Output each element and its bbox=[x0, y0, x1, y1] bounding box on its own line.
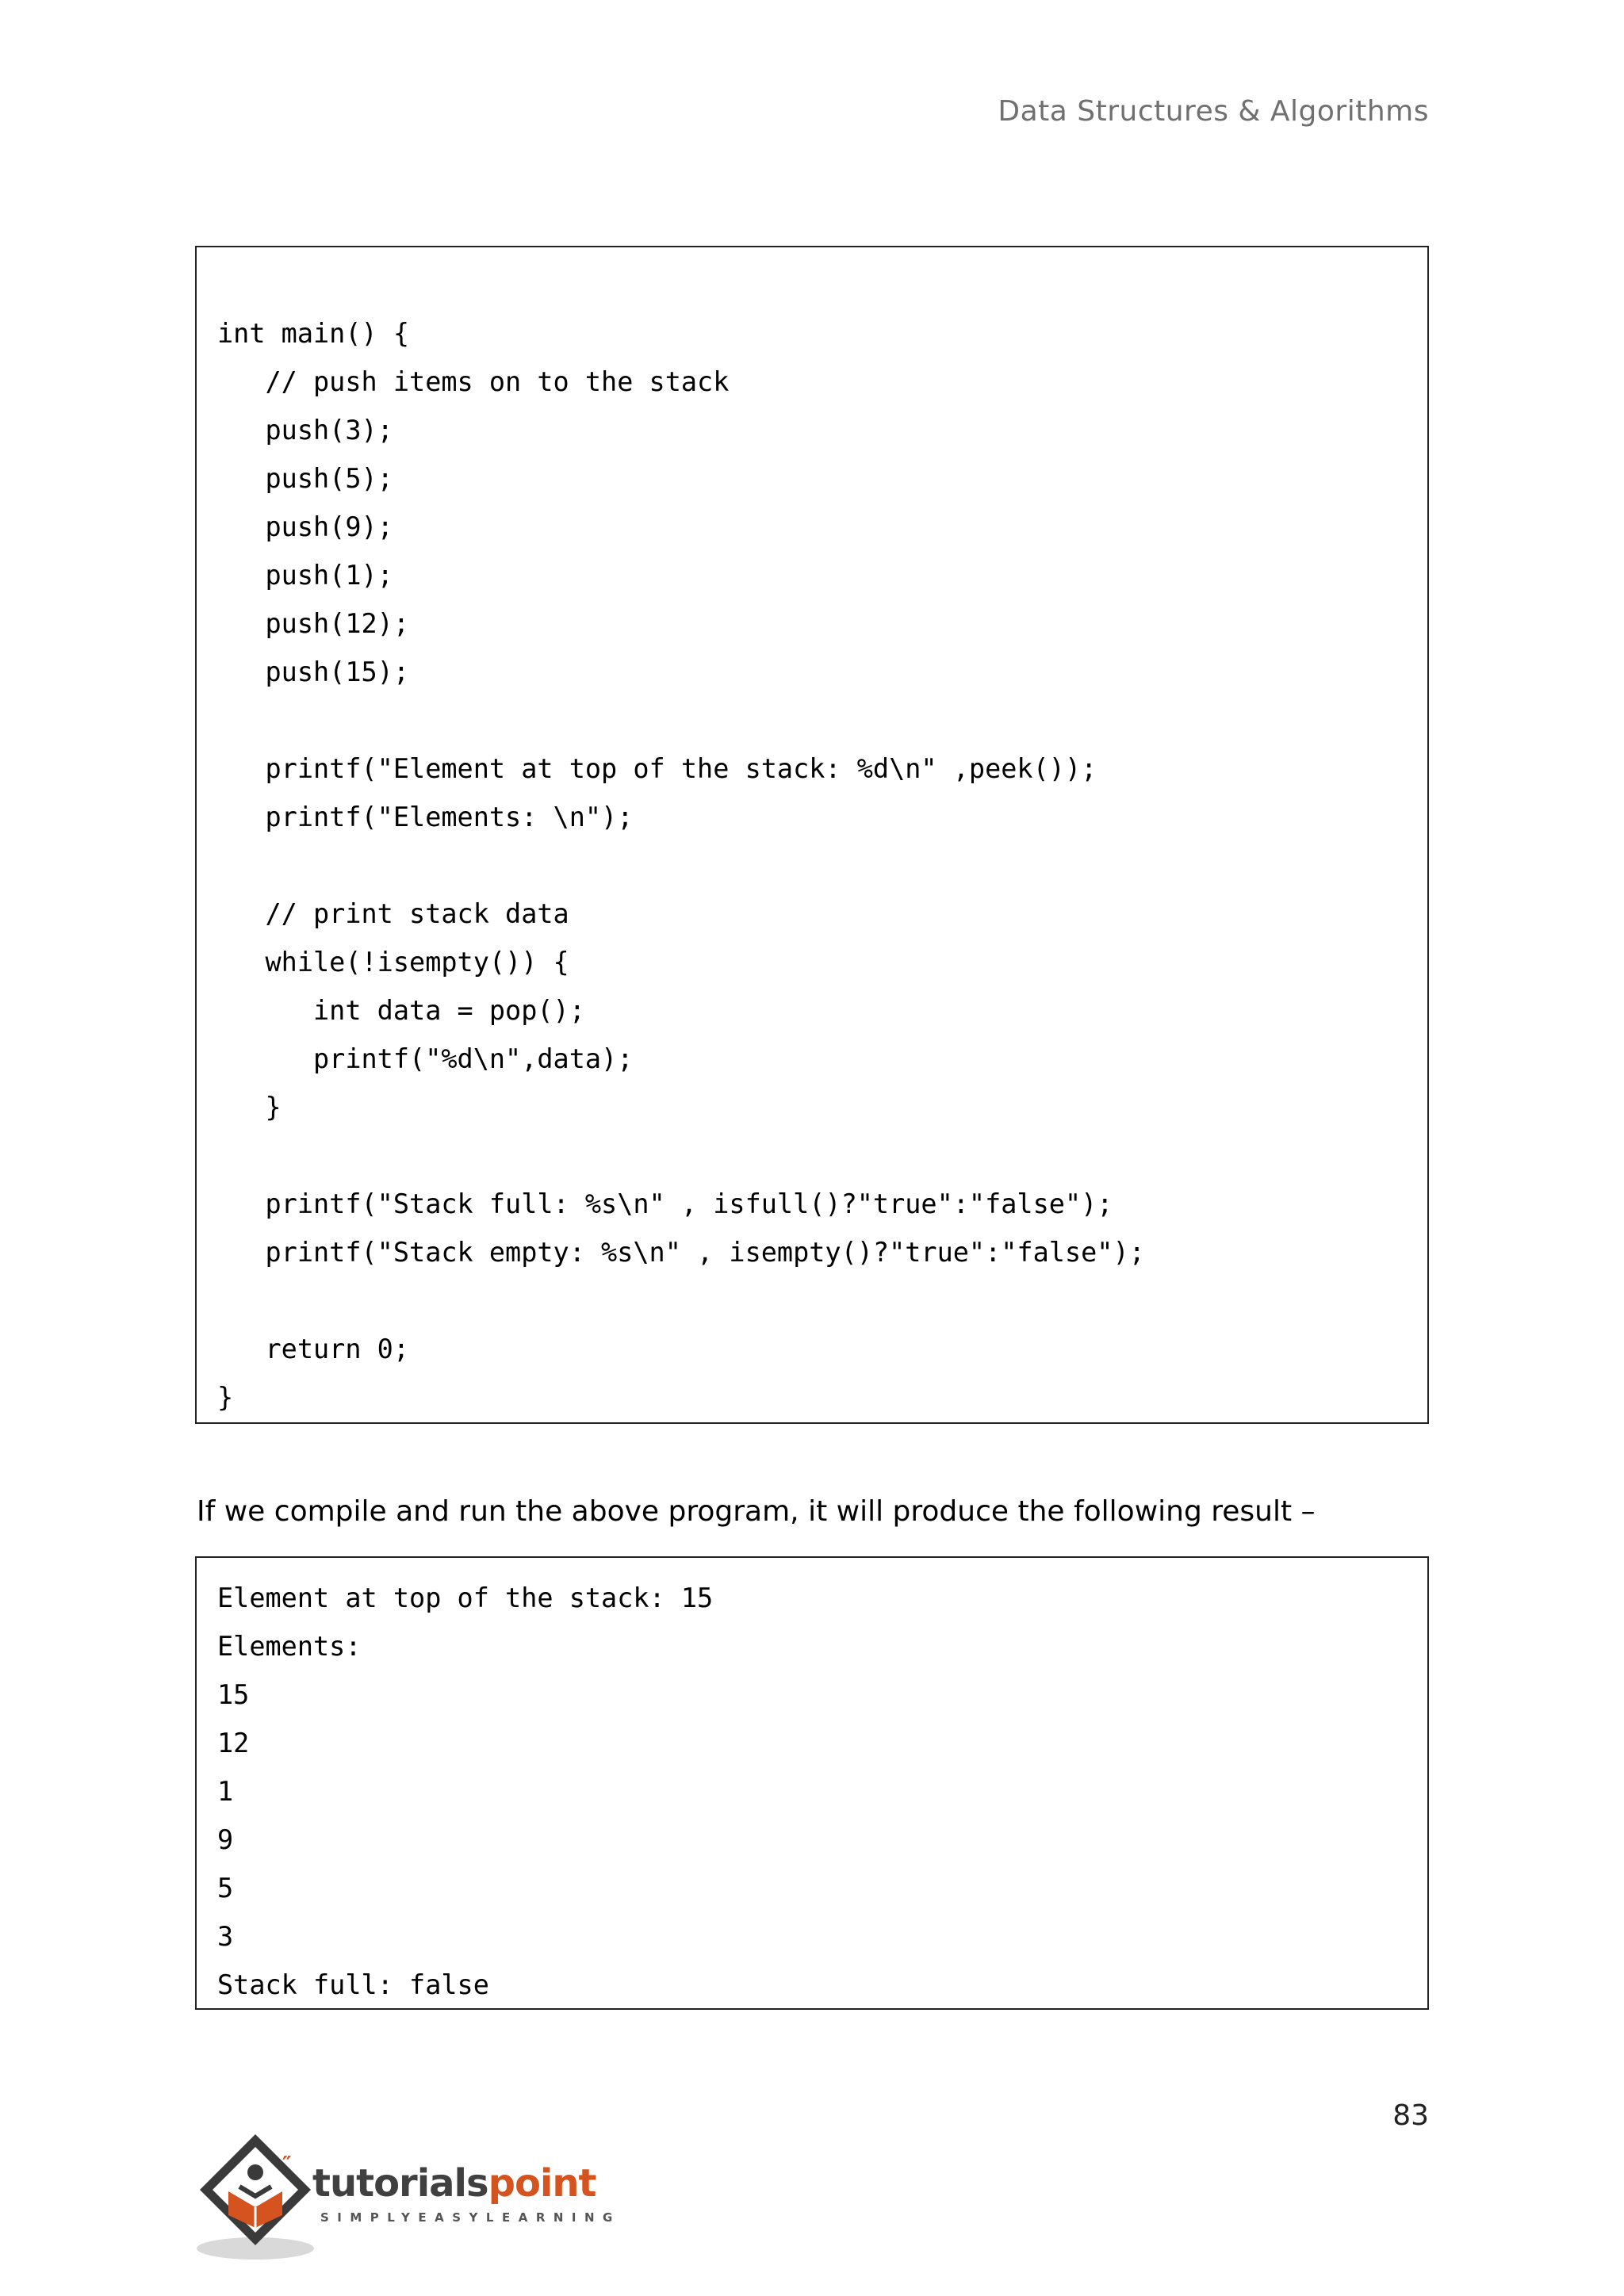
page-number: 83 bbox=[1392, 2099, 1429, 2132]
output-line: 1 bbox=[217, 1776, 234, 1807]
output-line: Element at top of the stack: 15 bbox=[217, 1582, 714, 1613]
code-line: // print stack data bbox=[217, 898, 569, 929]
output-line: Elements: bbox=[217, 1631, 362, 1662]
program-output-block bbox=[195, 1556, 1429, 2010]
code-line: push(15); bbox=[217, 656, 410, 687]
code-line bbox=[197, 841, 1427, 890]
logo-wordmark bbox=[312, 2161, 596, 2206]
code-line: push(3); bbox=[217, 415, 393, 446]
tutorialspoint-logo bbox=[193, 2130, 638, 2264]
source-code-block bbox=[195, 246, 1429, 1424]
code-line: int main() { bbox=[217, 318, 410, 349]
code-line: push(12); bbox=[217, 608, 410, 639]
logo-tagline: SIMPLYEASYLEARNING bbox=[320, 2210, 621, 2225]
logo-word-part-point: point bbox=[488, 2161, 596, 2206]
running-header: Data Structures & Algorithms bbox=[998, 95, 1429, 128]
code-line: printf("Element at top of the stack: %d\n" ,peek()); bbox=[217, 753, 1097, 784]
code-line: } bbox=[217, 1382, 234, 1413]
result-intro-paragraph: If we compile and run the above program, it will produce the following result – bbox=[197, 1495, 1316, 1528]
logo-emblem-icon bbox=[193, 2130, 320, 2264]
output-line: Stack full: false bbox=[217, 1969, 489, 2000]
logo-word-part-tutorials: tutorials bbox=[312, 2161, 488, 2206]
output-line: 5 bbox=[217, 1873, 234, 1904]
code-line: push(5); bbox=[217, 463, 393, 494]
code-line bbox=[197, 1276, 1427, 1325]
code-line: // push items on to the stack bbox=[217, 366, 730, 397]
code-line: printf("Elements: \n"); bbox=[217, 802, 634, 832]
code-line: return 0; bbox=[217, 1334, 410, 1364]
code-line: printf("%d\n",data); bbox=[217, 1043, 634, 1074]
code-line: while(!isempty()) { bbox=[217, 947, 569, 978]
code-line bbox=[197, 1131, 1427, 1180]
output-line: 15 bbox=[217, 1679, 250, 1710]
code-line bbox=[197, 696, 1427, 744]
code-line: int data = pop(); bbox=[217, 995, 585, 1026]
output-line: 9 bbox=[217, 1824, 234, 1855]
code-line: push(9); bbox=[217, 511, 393, 542]
code-line: } bbox=[217, 1092, 282, 1123]
code-line: push(1); bbox=[217, 560, 393, 591]
code-line: printf("Stack empty: %s\n" , isempty()?"true":"false"); bbox=[217, 1237, 1145, 1268]
output-line: 3 bbox=[217, 1921, 234, 1952]
code-line: printf("Stack full: %s\n" , isfull()?"true":"false"); bbox=[217, 1188, 1113, 1219]
svg-text:″: ″ bbox=[282, 2152, 292, 2176]
output-line: 12 bbox=[217, 1728, 250, 1758]
